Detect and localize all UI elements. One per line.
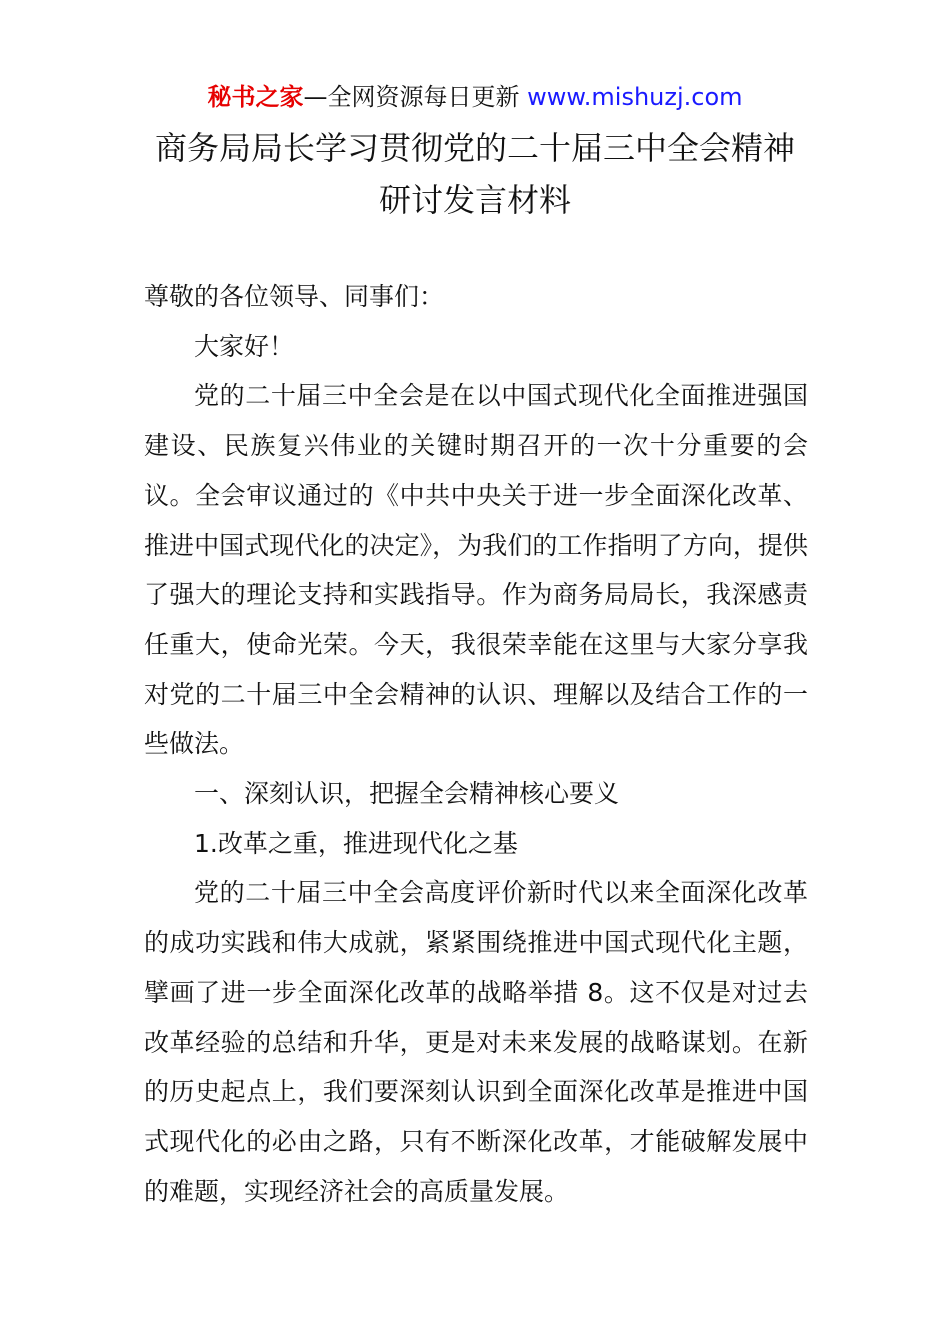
salutation: 尊敬的各位领导、同事们： xyxy=(144,282,445,311)
paragraph-intro: 党的二十届三中全会是在以中国式现代化全面推进强国建设、民族复兴伟业的关键时期召开的一次十分重要的会议。全会审议通过的《中共中央关于进一步全面深化改革、推进中国式现代化的决定》，为我们的工作指明了方向，提供了强大的理论支持和实践指导。作为商务局局长，我深感责任重大，使命光荣。今天，我很荣幸能在这里与大家分享我对党的二十届三中全会精神的认识、理解以及结合工作的一些做法。 xyxy=(144,381,808,759)
document-title xyxy=(0,122,950,226)
subsection-heading-1: 1.改革之重，推进现代化之基 xyxy=(194,828,518,858)
greeting: 大家好！ xyxy=(194,331,295,361)
brand-name: 秘书之家 xyxy=(207,83,304,111)
site-header xyxy=(0,80,950,114)
header-tagline: —全网资源每日更新 xyxy=(303,83,528,111)
title-line-2: 研讨发言材料 xyxy=(378,181,571,219)
paragraph-reform: 党的二十届三中全会高度评价新时代以来全面深化改革的成功实践和伟大成就，紧紧围绕推进中国式现代化主题，擘画了进一步全面深化改革的战略举措 8。这不仅是对过去改革经验的总结和升华，更是对未来发展的战略谋划。在新的历史起点上，我们要深刻认识到全面深化改革是推进中国式现代化的必由之路，只有不断深化改革，才能破解发展中的难题，实现经济社会的高质量发展。 xyxy=(144,878,808,1206)
title-line-1: 商务局局长学习贯彻党的二十届三中全会精神 xyxy=(154,129,795,167)
document-body xyxy=(144,272,808,1216)
section-heading-1: 一、深刻认识，把握全会精神核心要义 xyxy=(194,779,620,809)
site-url-link[interactable]: www.mishuzj.com xyxy=(527,83,743,111)
